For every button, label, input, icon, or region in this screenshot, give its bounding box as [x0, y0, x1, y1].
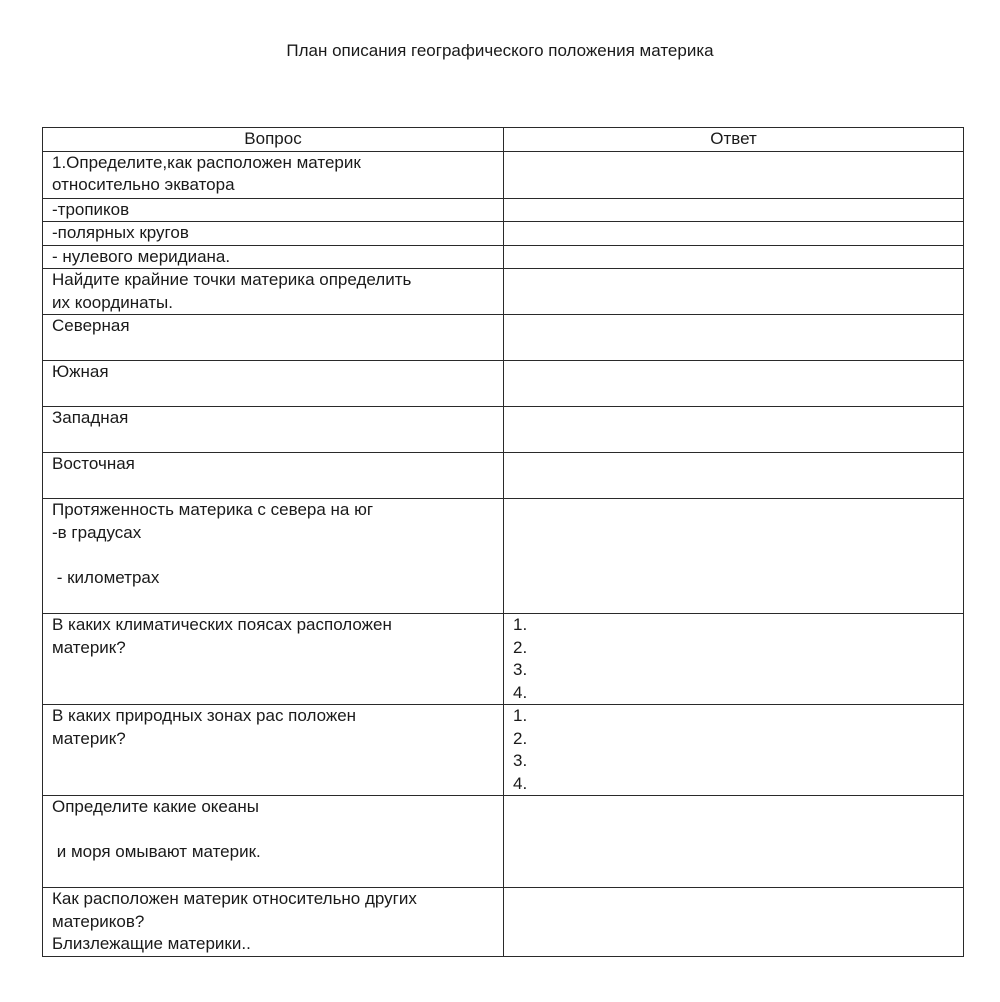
question-cell — [43, 198, 504, 222]
question-text-line: -в градусах — [52, 522, 142, 542]
table-row — [43, 499, 964, 614]
answer-cell[interactable] — [504, 499, 964, 614]
answer-cell[interactable] — [504, 361, 964, 407]
table-row — [43, 151, 964, 198]
question-text-line: 1.Определите,как расположен материк — [52, 152, 361, 172]
answer-number-line: 1. — [513, 706, 528, 725]
answer-cell[interactable] — [504, 269, 964, 315]
question-text-line: Западная — [52, 408, 129, 427]
question-text-line: Близлежащие материки.. — [52, 934, 251, 953]
table-row — [43, 888, 964, 957]
question-text-line: Найдите крайние точки материка определить — [52, 270, 412, 289]
answer-cell[interactable] — [504, 198, 964, 222]
table-row — [43, 407, 964, 453]
question-cell — [43, 888, 504, 957]
answer-number-line: 4. — [513, 773, 528, 793]
question-text-line: Определите какие океаны — [52, 797, 259, 816]
question-cell — [43, 499, 504, 614]
question-cell — [43, 705, 504, 796]
table-row — [43, 796, 964, 888]
answer-cell[interactable] — [504, 151, 964, 198]
question-text-line: материк? — [52, 728, 126, 748]
question-text-line: Восточная — [52, 454, 135, 473]
question-text-line: относительно экватора — [52, 175, 235, 194]
table-row — [43, 705, 964, 796]
answer-cell[interactable] — [504, 315, 964, 361]
question-text-line: В каких климатических поясах расположен — [52, 615, 392, 634]
table-row — [43, 315, 964, 361]
answer-cell[interactable] — [504, 407, 964, 453]
question-text-line: В каких природных зонах рас положен — [52, 706, 357, 725]
question-text-line: Как расположен материк относительно других — [52, 889, 417, 908]
question-cell — [43, 151, 504, 198]
table-row — [43, 614, 964, 705]
question-column-header: Вопрос — [43, 128, 504, 152]
question-cell — [43, 614, 504, 705]
table-row — [43, 361, 964, 407]
answer-number-line: 2. — [513, 728, 528, 748]
table-body — [43, 151, 964, 956]
answer-number-line: 3. — [513, 660, 528, 679]
blank-line — [52, 544, 494, 567]
document-title: План описания географического положения материка — [286, 41, 714, 60]
table-row — [43, 453, 964, 499]
answer-cell[interactable] — [504, 614, 964, 705]
answer-column-header: Ответ — [504, 128, 964, 152]
question-text-line: -полярных кругов — [52, 223, 189, 242]
table-row — [43, 269, 964, 315]
table-header-row — [43, 128, 964, 152]
question-cell — [43, 269, 504, 315]
answer-cell[interactable] — [504, 705, 964, 796]
question-text-line: материк? — [52, 637, 126, 657]
answer-number-line: 1. — [513, 615, 528, 634]
question-cell — [43, 315, 504, 361]
blank-line — [52, 819, 494, 842]
question-cell — [43, 245, 504, 269]
question-cell — [43, 222, 504, 246]
question-text-line: - километрах — [52, 567, 160, 587]
question-text-line: - нулевого меридиана. — [52, 246, 231, 266]
table-row — [43, 198, 964, 222]
question-text-line: Южная — [52, 362, 109, 381]
question-cell — [43, 407, 504, 453]
answer-cell[interactable] — [504, 453, 964, 499]
answer-cell[interactable] — [504, 245, 964, 269]
question-text-line: материков? — [52, 911, 145, 931]
answer-number-line: 3. — [513, 751, 528, 770]
answer-cell[interactable] — [504, 796, 964, 888]
question-text-line: Северная — [52, 316, 130, 335]
answer-number-line: 4. — [513, 682, 528, 702]
question-text-line: Протяженность материка с севера на юг — [52, 500, 374, 519]
plan-table — [42, 127, 964, 957]
question-cell — [43, 453, 504, 499]
table-row — [43, 222, 964, 246]
answer-cell[interactable] — [504, 888, 964, 957]
answer-cell[interactable] — [504, 222, 964, 246]
question-text-line: -тропиков — [52, 199, 130, 219]
question-text-line: и моря омывают материк. — [52, 842, 261, 861]
question-cell — [43, 796, 504, 888]
question-text-line: их координаты. — [52, 292, 173, 312]
question-cell — [43, 361, 504, 407]
answer-number-line: 2. — [513, 637, 528, 657]
table-row — [43, 245, 964, 269]
